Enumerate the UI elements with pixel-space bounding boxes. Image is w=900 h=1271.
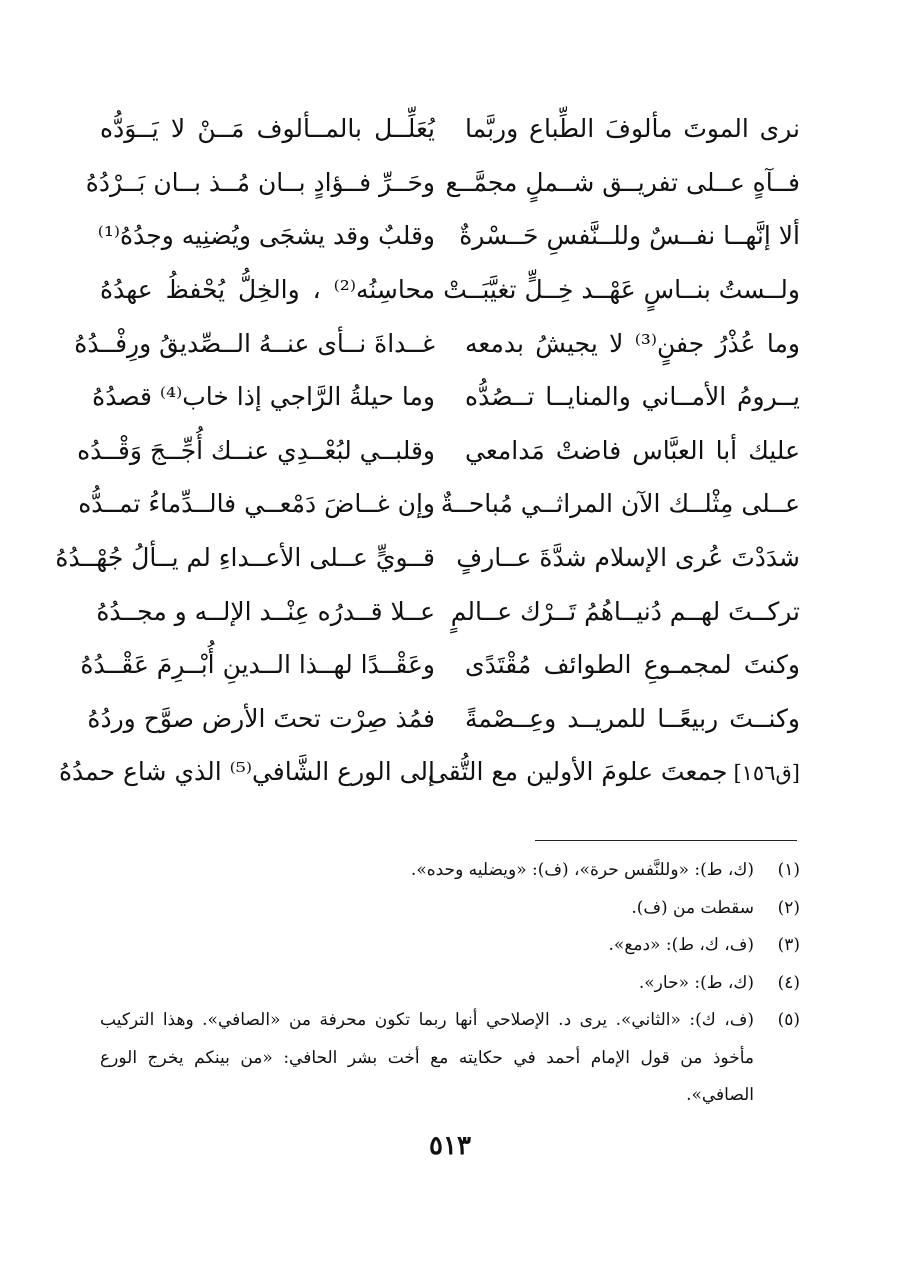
footnote-text: (ك، ط): «حار». [638,972,754,993]
verse-first-hemistich: وكنــتَ ربيعًــا للمريــد وعِــصْمةً [465,703,800,733]
verse-first-hemistich: فــآهٍ عــلى تفريــق شــملٍ مجمَّــع [445,167,800,197]
verse-second-hemistich: إلى الورع الشَّافي⁽⁵⁾ الذي شاع حمدُهُ [58,757,435,787]
verse [87,692,800,746]
poem [55,102,801,799]
verse-second-hemistich: فمُذ صِرْت تحتَ الأرض صوَّح وردُهُ [87,703,435,733]
verse [85,156,800,210]
manuscript-folio-marker: [ق١٥٦] [733,761,800,786]
verse-first-hemistich: عــلى مِثْلــك الآن المراثــي مُباحــةٌ [440,489,800,519]
verse-first-hemistich: عليك أبا العبَّاس فاضتْ مَدامعي [465,435,800,465]
verse [74,316,801,370]
verse-first-hemistich [427,757,800,787]
verse-second-hemistich: عــلا قــدرُه عِنْــد الإلــه و مجــدُهُ [96,596,435,626]
footnotes [100,852,800,1115]
footnote-text: (ك، ط): «وللنَّفس حرة»، (ف): «ويضليه وحده». [410,860,754,880]
page-number: ٥١٣ [429,1131,471,1161]
verse-second-hemistich: وقلبــي لبُعْــدِي عنــك أُجِّــجَ وَقْــدُه [77,435,435,465]
verse-second-hemistich: وما حيلةُ الرَّاجي إذا خاب⁽⁴⁾ قصدُهُ [92,382,435,412]
verse [55,531,800,585]
footnote-number: (٢) [777,897,800,918]
footnote-text: سقطت من (ف). [631,897,754,918]
hemistich-text: جمعتَ علومَ الأولين مع التُّقى [427,757,728,787]
footnote [100,965,800,1003]
verse [97,209,800,263]
footnote-number: (٣) [777,935,800,955]
verse-second-hemistich: قــويٍّ عــلى الأعــداءِ لم يــألُ جُهْــدُهُ [55,543,435,573]
verse-first-hemistich: وما عُذْرُ جفنٍ⁽³⁾ لا يجيشُ بدمعه [465,328,801,358]
verse-first-hemistich: يــرومُ الأمــاني والمنايــا تــصُدُّه [465,382,800,412]
verse-first-hemistich: ولــستُ بنــاسٍ عَهْــد خِــلٍّ تغيَّبَــتْ [443,275,800,305]
footnote-number: (١) [777,860,800,880]
footnote-text: (ف، ك، ط): «دمع». [608,935,754,955]
footnote-number: (٥) [777,1010,800,1030]
verse-second-hemistich: وقلبٌ وقد يشجَى ويُضنِيه وجدُهُ⁽¹⁾ [97,221,435,251]
verse-first-hemistich: نرى الموتَ مألوفَ الطِّباع وربَّما [465,114,800,144]
verse-second-hemistich: وعَقْــدًا لهــذا الــدينِ أُبْــرِمَ عَقْــدُهُ [80,650,435,680]
footnote [100,890,800,928]
verse-second-hemistich: غــداةَ نــأى عنــهُ الــصِّديقُ ورِفْــدُهُ [74,328,435,358]
verse [58,745,800,799]
verse [78,477,800,531]
footnote [100,927,800,965]
verse-second-hemistich: وإن غــاضَ دَمْعــي فالــدِّماءُ تمــدُّه [78,489,435,519]
verse [100,263,800,317]
verse [92,370,800,424]
footnote-text: (ف، ك): «الثاني». يرى د. الإصلاحي أنها ربما تكون محرفة من «الصافي». وهذا التركيب مأخوذ من قول الإمام أحمد في حكايته مع أخت بشر الحافي: «من بينكم يخرج الورع الصافي». [100,1010,754,1105]
verse [100,102,800,156]
footnote-number: (٤) [777,972,800,993]
verse-first-hemistich: ألا إنَّهــا نفــسٌ وللــنَّفسِ حَــسْرةٌ [459,221,800,251]
verse-second-hemistich: وحَــرِّ فــؤادٍ بــان مُــذ بــان بَــرْدُهُ [85,167,435,197]
footnote [100,1002,800,1115]
verse-first-hemistich: شدَدْتَ عُرى الإسلام شدَّةَ عــارفٍ [456,543,800,573]
verse-first-hemistich: وكنتَ لمجمـوعِ الطوائف مُقْتَدًى [465,650,800,680]
verse-second-hemistich: محاسِنُه⁽²⁾ ، والخِلُّ يُحْفظُ عهدُهُ [100,275,435,305]
verse-second-hemistich: يُعَلِّــل بالمــألوف مَــنْ لا يَــوَدُّه [100,114,435,144]
footnote [100,852,800,890]
verse [77,424,800,478]
verse [96,584,800,638]
verse-first-hemistich: تركــتَ لهــم دُنيــاهُمُ تَــرْك عــالمٍ [450,596,800,626]
footnote-separator [535,840,797,841]
verse [80,638,800,692]
